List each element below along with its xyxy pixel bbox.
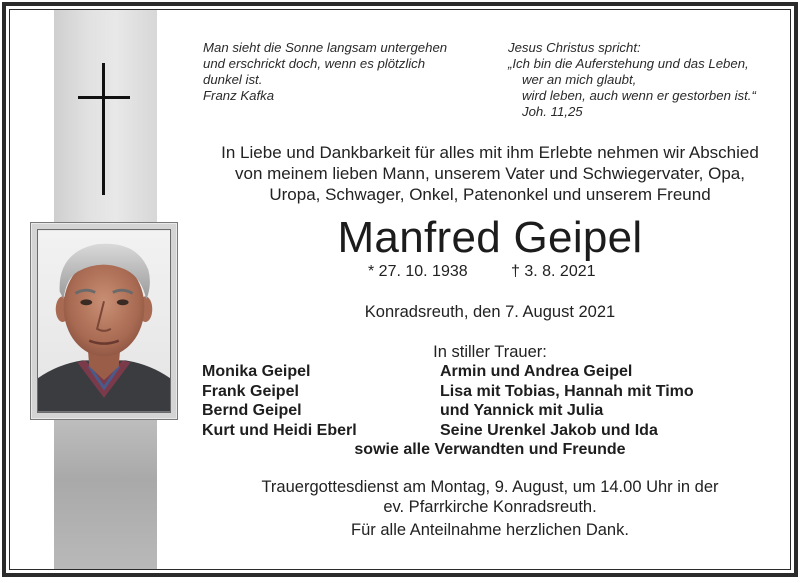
family-member: Armin und Andrea Geipel [440,363,633,380]
quote-line: wer an mich glaubt, [522,72,637,87]
thanks-line: Für alle Anteilnahme herzlichen Dank. [351,521,629,539]
intro-text [190,142,790,205]
service-info [190,477,790,517]
relatives-line: sowie alle Verwandten und Freunde [354,441,626,458]
quote-bible [508,40,756,120]
mourning-label: In stiller Trauer: [433,343,547,361]
service-line: ev. Pfarrkirche Konradsreuth. [383,498,597,516]
family-member: und Yannick mit Julia [440,402,604,419]
portrait-image [37,229,171,413]
intro-line: Uropa, Schwager, Onkel, Patenonkel und unserem Freund [269,185,711,204]
portrait-photo [30,222,178,420]
family-member: Monika Geipel [202,363,311,380]
quote-kafka [203,40,447,104]
quote-line: Man sieht die Sonne langsam untergehen [203,40,448,55]
intro-line: von meinem lieben Mann, unserem Vater und Schwiegervater, Opa, [235,164,745,183]
family-member: Seine Urenkel Jakob und Ida [440,421,658,439]
deceased-name: Manfred Geipel [337,213,643,262]
family-member: Lisa mit Tobias, Hannah mit Timo [440,382,694,400]
intro-line: In Liebe und Dankbarkeit für alles mit ihm Erlebte nehmen wir Abschied [221,143,759,162]
family-list-left [202,362,357,440]
quote-author: Franz Kafka [203,88,275,103]
quote-line: Jesus Christus spricht: [508,40,641,55]
place-date: Konradsreuth, den 7. August 2021 [364,303,616,321]
service-line: Trauergottesdienst am Montag, 9. August, um 14.00 Uhr in der [261,478,719,496]
quote-line: wird leben, auch wenn er gestorben ist.“ [522,88,756,103]
family-member: Bernd Geipel [202,402,302,419]
family-member: Kurt und Heidi Eberl [202,421,357,439]
family-member: Frank Geipel [202,382,299,400]
quote-line: und erschrickt doch, wenn es plötzlich [203,56,426,71]
death-date: † 3. 8. 2021 [511,263,596,280]
quote-line: dunkel ist. [203,72,263,87]
side-strip-lower [54,420,157,569]
cross-icon [78,63,130,195]
quote-reference: Joh. 11,25 [522,104,583,119]
family-list-right [440,362,694,440]
birth-date: * 27. 10. 1938 [368,263,468,280]
quote-line: „Ich bin die Auferstehung und das Leben, [508,56,749,71]
